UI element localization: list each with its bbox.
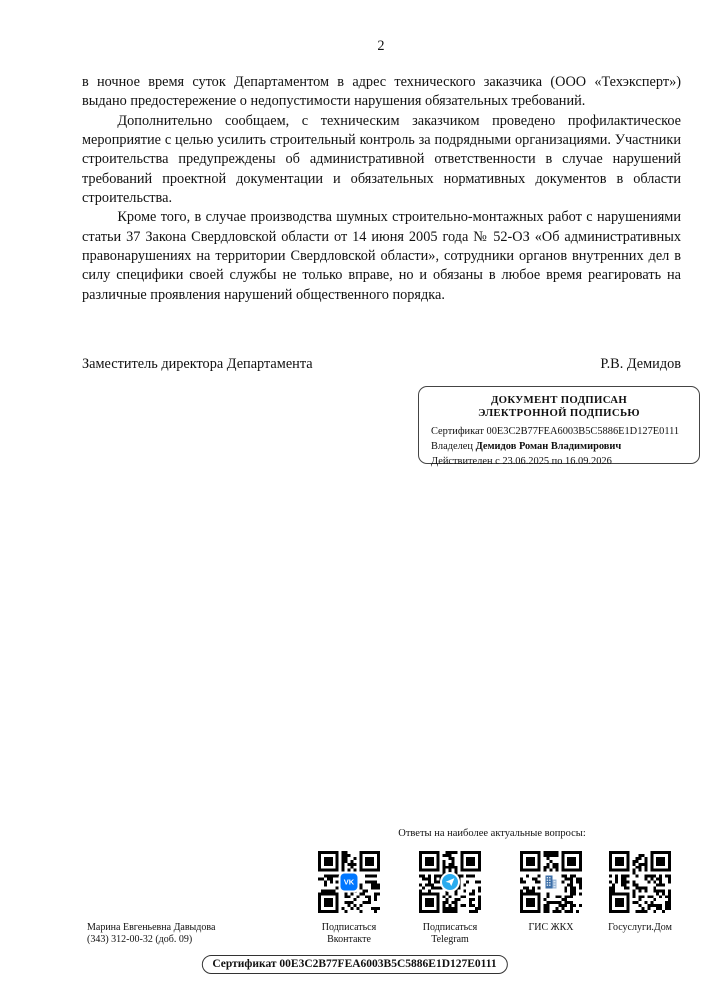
letter-body <box>82 73 681 305</box>
stamp-title-line1: ДОКУМЕНТ ПОДПИСАН <box>490 394 628 406</box>
qr-item-vkontakte <box>294 851 404 945</box>
qr-label-vkontakte: Подписаться Вконтакте <box>321 922 377 945</box>
signature-row <box>82 356 681 373</box>
stamp-title <box>419 394 699 419</box>
stamp-validity: Действителен с 23.06.2025 по 16.09.2026 <box>431 456 612 467</box>
qr-item-gosuslugi-dom <box>585 851 695 934</box>
qr-code-gis-zhkh <box>520 851 582 913</box>
gis-zhkh-building-icon <box>543 874 560 891</box>
certificate-badge: Сертификат 00E3C2B77FEA6003B5C5886E1D127E0111 <box>201 955 507 974</box>
vk-logo-icon: VK <box>341 874 358 891</box>
contact-info <box>87 922 215 945</box>
contact-phone: (343) 312-00-32 (доб. 09) <box>87 933 193 945</box>
page-number: 2 <box>377 38 385 54</box>
qr-code-gosuslugi-dom <box>609 851 671 913</box>
qr-label-telegram: Подписаться Telegram <box>422 922 478 945</box>
contact-name: Марина Евгеньевна Давыдова <box>87 922 216 933</box>
paper-plane-icon <box>445 877 455 887</box>
qr-code-vkontakte <box>318 851 380 913</box>
qr-label-gis-zhkh: ГИС ЖКХ <box>528 922 574 933</box>
signer-title: Заместитель директора Департамента <box>82 356 313 372</box>
paragraph: Дополнительно сообщаем, с техническим заказчиком проведено профилактическое мероприятие с целью усилить строительный контроль за подрядными организациями. Участники строительства предупреждены об административной ответственности в случае нарушений требований проектной документации и обязательных нормативных документов в области строительства. <box>82 112 681 207</box>
digital-signature-stamp <box>418 386 700 467</box>
qr-code-telegram <box>419 851 481 913</box>
qr-section-caption: Ответы на наиболее актуальные вопросы: <box>398 828 586 839</box>
building-icon <box>544 875 559 890</box>
stamp-owner: Владелец Демидов Роман Владимирович <box>431 441 622 452</box>
qr-label-gosuslugi-dom: Госуслуги.Дом <box>608 922 672 933</box>
telegram-logo-icon <box>442 874 458 890</box>
qr-item-telegram <box>395 851 505 945</box>
paragraph: Кроме того, в случае производства шумных строительно-монтажных работ с нарушениями статьи 37 Закона Свердловской области от 14 июня 2005 года № 52-ОЗ «Об административных правонарушениях на территории Свердловской области», сотрудники органов внутренних дел в силу специфики своей службы не только вправе, но и обязаны в любое время реагировать на различные проявления нарушений общественного порядка. <box>82 209 681 303</box>
paragraph: в ночное время суток Департаментом в адрес технического заказчика (ООО «Техэксперт») выдано предостережение о недопустимости нарушения обязательных требований. <box>82 74 681 110</box>
stamp-certificate: Сертификат 00E3C2B77FEA6003B5C5886E1D127E0111 <box>431 426 680 437</box>
stamp-title-line2: ЭЛЕКТРОННОЙ ПОДПИСЬЮ <box>478 406 640 419</box>
signer-name: Р.В. Демидов <box>600 356 681 372</box>
